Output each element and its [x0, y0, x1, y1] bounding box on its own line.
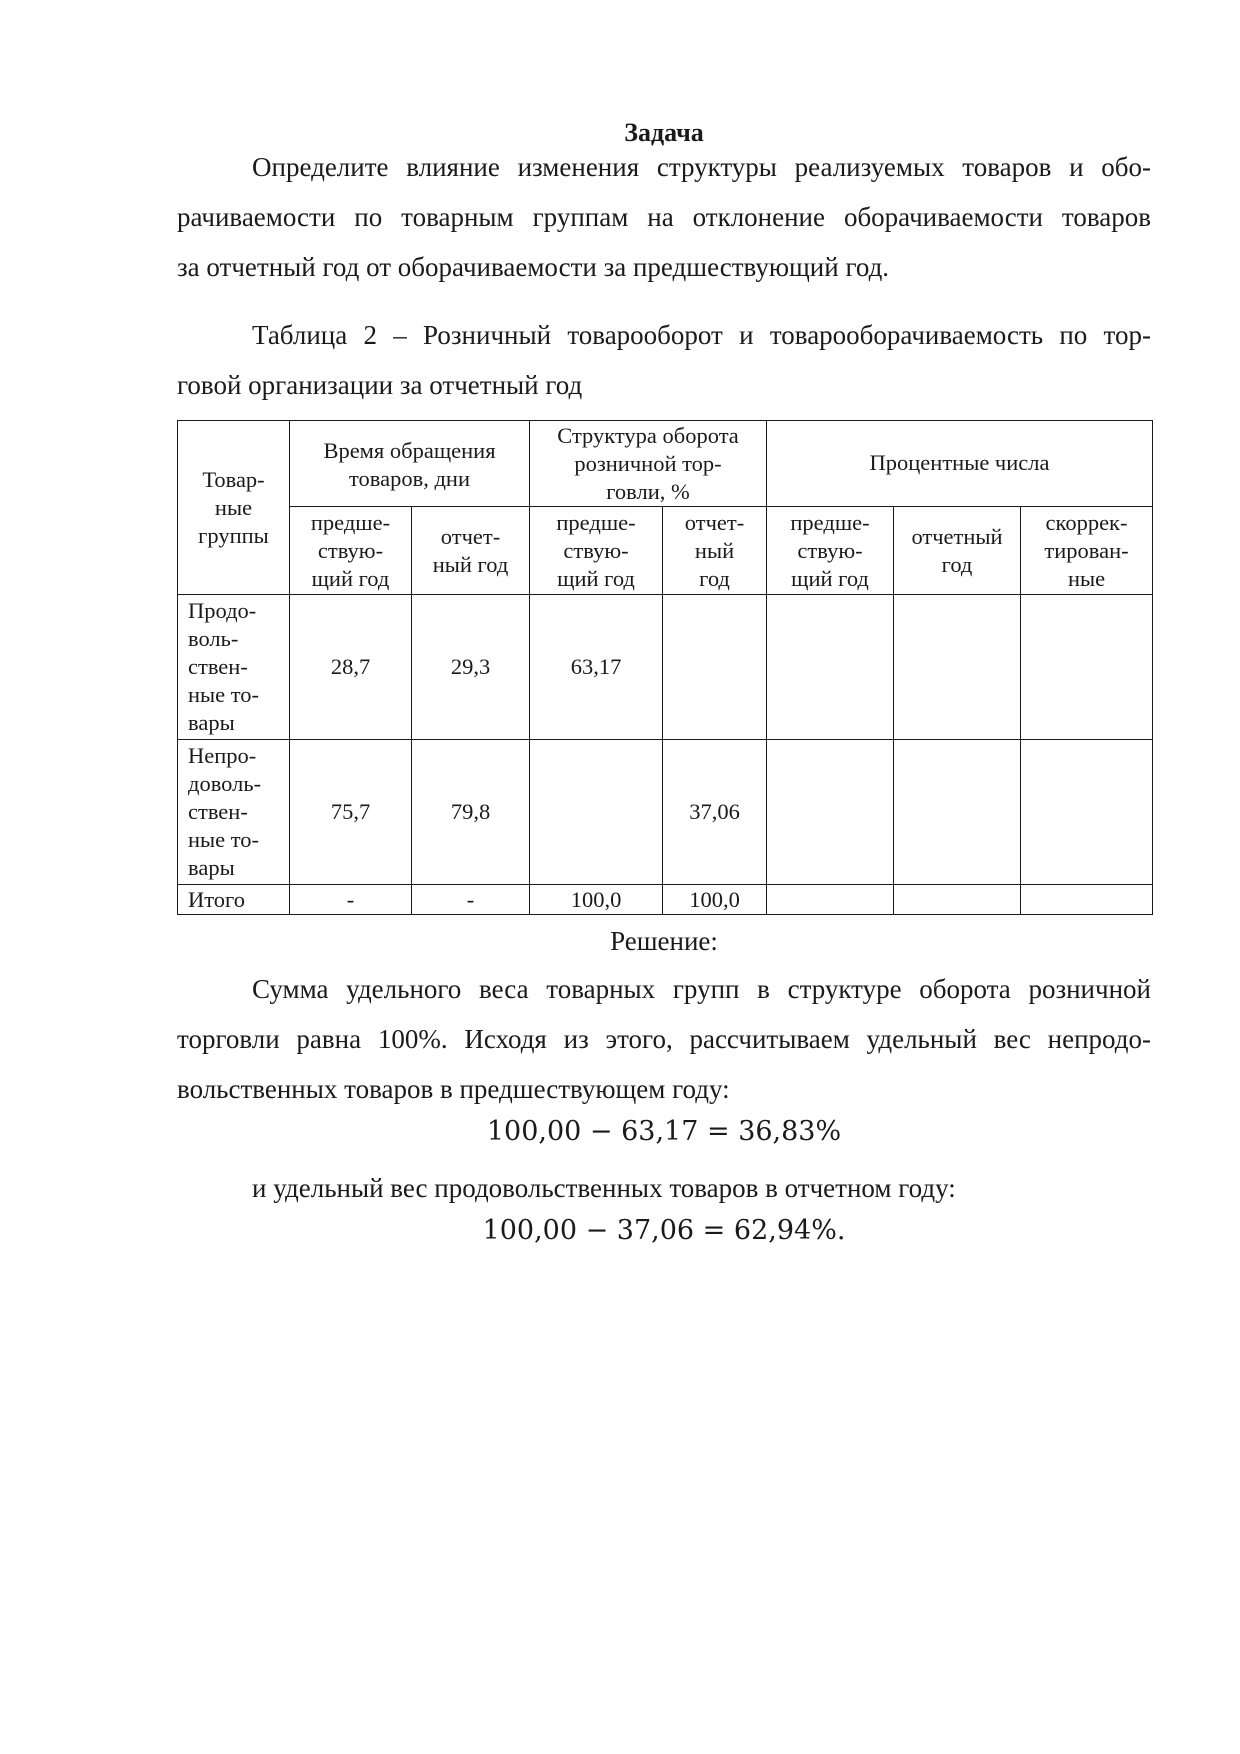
subheader-cell: предше- ствую- щий год: [290, 507, 412, 595]
header-percent: Процентные числа: [767, 421, 1153, 507]
table-cell: 37,06: [663, 740, 767, 885]
middle-line: и удельный вес продовольственных товаров в отчетном году:: [252, 1173, 956, 1203]
table-header-row: [178, 421, 1153, 507]
table-cell: 79,8: [412, 740, 530, 885]
subheader-cell: предше- ствую- щий год: [530, 507, 663, 595]
table-total-row: [178, 885, 1153, 915]
table-cell: 100,0: [663, 885, 767, 915]
caption-line: говой организации за отчетный год: [177, 370, 583, 400]
task-paragraph: [177, 142, 1151, 292]
header-structure: Структура оборота розничной тор- говли, %: [530, 421, 767, 507]
table-cell: 75,7: [290, 740, 412, 885]
task-heading: Задача: [624, 118, 704, 147]
caption-line: Таблица 2 – Розничный товарооборот и товарооборачиваемость по тор-: [252, 320, 1151, 350]
solution-line: торговли равна 100%. Исходя из этого, рассчитываем удельный вес непродо-: [177, 1024, 1151, 1054]
table-cell: [894, 740, 1021, 885]
solution-paragraph: [177, 964, 1151, 1114]
task-line: Определите влияние изменения структуры реализуемых товаров и обо-: [252, 152, 1151, 182]
table-cell: 28,7: [290, 595, 412, 740]
table-cell: [1021, 740, 1153, 885]
solution-line: Сумма удельного веса товарных групп в структуре оборота розничной: [252, 974, 1151, 1004]
table-cell: [894, 885, 1021, 915]
table-cell: 29,3: [412, 595, 530, 740]
table-cell: [894, 595, 1021, 740]
table-cell: 63,17: [530, 595, 663, 740]
row-label: Непро- доволь- ствен- ные то- вары: [178, 740, 290, 885]
turnover-table: [177, 420, 1153, 915]
table-row: [178, 740, 1153, 885]
table-cell: -: [290, 885, 412, 915]
table-cell: -: [412, 885, 530, 915]
row-label: Продо- воль- ствен- ные то- вары: [178, 595, 290, 740]
subheader-cell: предше- ствую- щий год: [767, 507, 894, 595]
subheader-cell: отчет- ный год: [663, 507, 767, 595]
table-cell: [663, 595, 767, 740]
subheader-cell: отчет- ный год: [412, 507, 530, 595]
formula-1: 100,00 − 63,17 = 36,83%: [486, 1116, 842, 1147]
table-subheader-row: [178, 507, 1153, 595]
header-groups: Товар- ные группы: [178, 421, 290, 595]
formula-2: 100,00 − 37,06 = 62,94%.: [482, 1215, 846, 1246]
table-cell: [1021, 885, 1153, 915]
table-cell: [530, 740, 663, 885]
subheader-cell: отчетный год: [894, 507, 1021, 595]
table-cell: [1021, 595, 1153, 740]
header-time: Время обращения товаров, дни: [290, 421, 530, 507]
solution-line: вольственных товаров в предшествующем году:: [177, 1074, 730, 1104]
table-caption: [177, 310, 1151, 410]
table-row: [178, 595, 1153, 740]
table-cell: 100,0: [530, 885, 663, 915]
table-cell: [767, 595, 894, 740]
table-cell: [767, 885, 894, 915]
task-line: рачиваемости по товарным группам на отклонение оборачиваемости товаров: [177, 202, 1151, 232]
row-label: Итого: [178, 885, 290, 915]
task-line: за отчетный год от оборачиваемости за предшествующий год.: [177, 252, 890, 282]
middle-paragraph: [177, 1163, 1151, 1213]
solution-title: Решение:: [610, 926, 718, 956]
table-cell: [767, 740, 894, 885]
subheader-cell: скоррек- тирован- ные: [1021, 507, 1153, 595]
